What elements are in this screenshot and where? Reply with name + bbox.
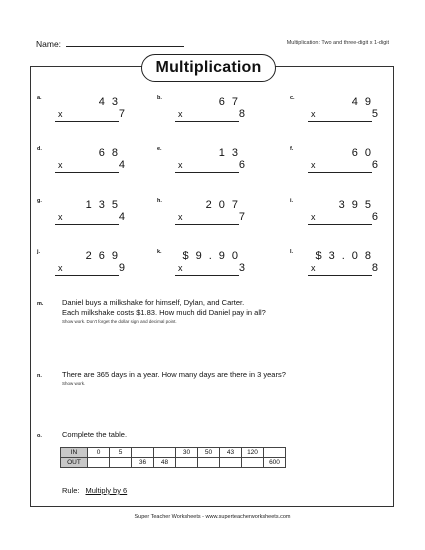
problem-label: d. <box>37 146 42 152</box>
times-sign: x <box>311 160 316 170</box>
problem-j <box>37 249 147 289</box>
times-sign: x <box>178 160 183 170</box>
answer-line <box>175 121 239 122</box>
in-cell[interactable]: 43 <box>220 448 242 458</box>
problem-g <box>37 198 147 238</box>
word-problem-n-line1: There are 365 days in a year. How many days are there in 3 years? <box>62 370 286 379</box>
problem-a <box>37 95 147 135</box>
problem-l <box>290 249 400 289</box>
in-cell[interactable]: 5 <box>110 448 132 458</box>
problem-b <box>157 95 267 135</box>
problem-bottom-number: 6 <box>371 159 378 171</box>
problem-label: g. <box>37 198 42 204</box>
times-sign: x <box>58 109 63 119</box>
answer-line <box>308 121 372 122</box>
problem-top-number: 269 <box>85 250 125 262</box>
rule-line <box>62 486 127 495</box>
times-sign: x <box>178 212 183 222</box>
table-row-out <box>61 458 286 468</box>
problem-bottom-number: 4 <box>118 211 125 223</box>
in-cell[interactable] <box>154 448 176 458</box>
times-sign: x <box>311 263 316 273</box>
problem-top-number: 43 <box>98 96 125 108</box>
problem-top-number: 49 <box>351 96 378 108</box>
in-header: IN <box>61 448 88 458</box>
problem-bottom-number: 8 <box>371 262 378 274</box>
problem-top-number: 67 <box>218 96 245 108</box>
answer-line <box>55 172 119 173</box>
problem-bottom-number: 6 <box>238 159 245 171</box>
answer-line <box>308 172 372 173</box>
word-problem-m-note: Show work. Don't forget the dollar sign and decimal point. <box>62 319 177 324</box>
problem-top-number: 13 <box>218 147 245 159</box>
answer-line <box>55 224 119 225</box>
problem-bottom-number: 6 <box>371 211 378 223</box>
worksheet-subtitle: Multiplication: Two and three-digit x 1-digit <box>286 40 389 46</box>
problem-e <box>157 146 267 186</box>
problem-label: i. <box>290 198 294 204</box>
answer-line <box>55 121 119 122</box>
times-sign: x <box>58 160 63 170</box>
problem-label: k. <box>157 249 162 255</box>
problem-h <box>157 198 267 238</box>
out-cell[interactable]: 36 <box>132 458 154 468</box>
problem-f <box>290 146 400 186</box>
out-cell[interactable]: 48 <box>154 458 176 468</box>
times-sign: x <box>311 109 316 119</box>
out-cell[interactable] <box>220 458 242 468</box>
out-cell[interactable]: 600 <box>264 458 286 468</box>
answer-line <box>308 224 372 225</box>
out-cell[interactable] <box>110 458 132 468</box>
word-problem-m-label: m. <box>37 301 44 307</box>
times-sign: x <box>58 263 63 273</box>
word-problem-o-line1: Complete the table. <box>62 430 128 439</box>
answer-line <box>175 224 239 225</box>
word-problem-m-line1: Daniel buys a milkshake for himself, Dylan, and Carter. <box>62 298 245 307</box>
name-label: Name: <box>36 39 62 49</box>
problem-label: e. <box>157 146 162 152</box>
name-field[interactable] <box>66 38 184 47</box>
page-title: Multiplication <box>141 54 276 82</box>
rule-answer: Multiply by 6 <box>85 486 128 495</box>
problem-bottom-number: 9 <box>118 262 125 274</box>
out-header: OUT <box>61 458 88 468</box>
word-problem-o-label: o. <box>37 433 42 439</box>
word-problem-n-note: Show work. <box>62 381 86 386</box>
in-cell[interactable]: 0 <box>88 448 110 458</box>
problem-d <box>37 146 147 186</box>
out-cell[interactable] <box>176 458 198 468</box>
in-cell[interactable]: 30 <box>176 448 198 458</box>
problem-top-number: $3.08 <box>315 250 378 262</box>
answer-line <box>308 275 372 276</box>
out-cell[interactable] <box>242 458 264 468</box>
in-cell[interactable]: 50 <box>198 448 220 458</box>
problem-bottom-number: 5 <box>371 108 378 120</box>
problem-top-number: 60 <box>351 147 378 159</box>
in-cell[interactable] <box>264 448 286 458</box>
rule-label: Rule: <box>62 486 80 495</box>
in-cell[interactable]: 120 <box>242 448 264 458</box>
problem-label: b. <box>157 95 162 101</box>
problem-top-number: 395 <box>338 199 378 211</box>
problem-label: j. <box>37 249 41 255</box>
answer-line <box>55 275 119 276</box>
problem-label: a. <box>37 95 42 101</box>
problem-i <box>290 198 400 238</box>
problem-bottom-number: 3 <box>238 262 245 274</box>
out-cell[interactable] <box>88 458 110 468</box>
problem-bottom-number: 4 <box>118 159 125 171</box>
out-cell[interactable] <box>198 458 220 468</box>
answer-line <box>175 275 239 276</box>
problem-c <box>290 95 400 135</box>
times-sign: x <box>178 109 183 119</box>
times-sign: x <box>311 212 316 222</box>
word-problem-m-line2: Each milkshake costs $1.83. How much did Daniel pay in all? <box>62 308 266 317</box>
problem-bottom-number: 8 <box>238 108 245 120</box>
problem-bottom-number: 7 <box>118 108 125 120</box>
times-sign: x <box>58 212 63 222</box>
footer: Super Teacher Worksheets - www.superteacherworksheets.com <box>134 514 291 520</box>
problem-label: l. <box>290 249 294 255</box>
problem-k <box>157 249 267 289</box>
problem-bottom-number: 7 <box>238 211 245 223</box>
times-sign: x <box>178 263 183 273</box>
in-cell[interactable] <box>132 448 154 458</box>
problem-top-number: 207 <box>205 199 245 211</box>
in-out-table <box>60 447 286 468</box>
problem-label: h. <box>157 198 162 204</box>
problem-top-number: 68 <box>98 147 125 159</box>
word-problem-n-label: n. <box>37 373 42 379</box>
problem-label: c. <box>290 95 295 101</box>
problem-top-number: 135 <box>85 199 125 211</box>
problem-label: f. <box>290 146 294 152</box>
name-row <box>36 38 184 49</box>
table-row-in <box>61 448 286 458</box>
problem-top-number: $9.90 <box>182 250 245 262</box>
answer-line <box>175 172 239 173</box>
